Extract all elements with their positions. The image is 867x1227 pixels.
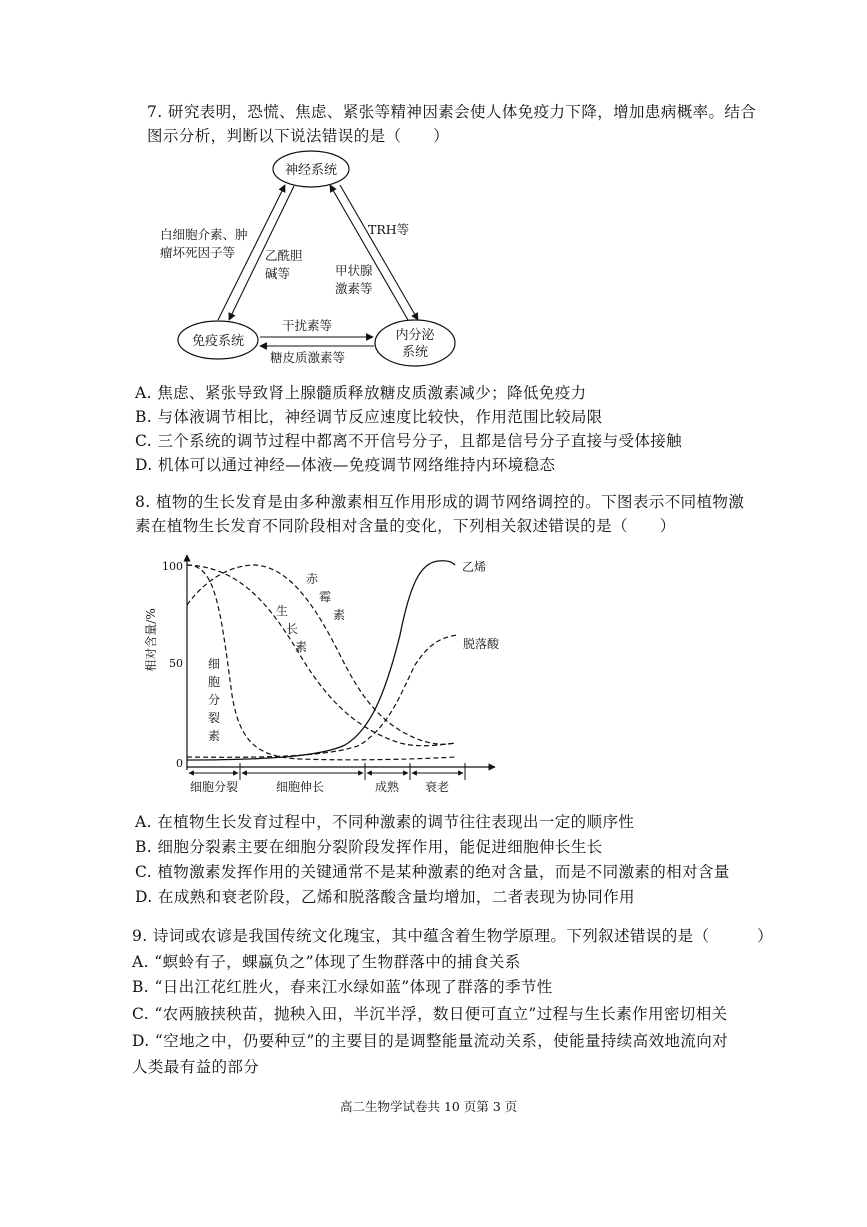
stage-label-division: 细胞分裂 bbox=[189, 780, 239, 794]
label-cytokinin-2: 胞 bbox=[208, 675, 221, 689]
page-footer: 高二生物学试卷共 10 页第 3 页 bbox=[340, 1099, 518, 1114]
q9-option-d-continued: 人类最有益的部分 bbox=[132, 1058, 260, 1076]
label-ach-2: 碱等 bbox=[265, 266, 291, 281]
q9-option-d: D. “空地之中，仍要种豆”的主要目的是调整能量流动关系，使能量持续高效地流向对 bbox=[132, 1032, 729, 1050]
label-ethylene: 乙烯 bbox=[462, 560, 487, 574]
arrow-nervous-to-endocrine bbox=[340, 185, 418, 320]
label-gibberellin-2: 霉 bbox=[319, 590, 332, 604]
label-cytokinin-5: 素 bbox=[208, 729, 221, 743]
label-wbc-1: 白细胞介素、肿 bbox=[160, 227, 248, 242]
label-glucocorticoid: 糖皮质激素等 bbox=[270, 350, 346, 365]
q8-stem-line1: 8. 植物的生长发育是由多种激素相互作用形成的调节网络调控的。下图表示不同植物激 bbox=[135, 493, 745, 511]
arrow-endocrine-to-nervous bbox=[330, 185, 408, 320]
q8-option-a: A. 在植物生长发育过程中，不同种激素的调节往往表现出一定的顺序性 bbox=[135, 813, 635, 831]
stage-label-elongation: 细胞伸长 bbox=[275, 780, 325, 794]
nervous-system-label: 神经系统 bbox=[284, 163, 338, 178]
q8-option-b: B. 细胞分裂素主要在细胞分裂阶段发挥作用，能促进细胞伸长生长 bbox=[135, 838, 603, 856]
label-auxin-1: 生 bbox=[276, 604, 289, 618]
q8-hormone-chart bbox=[0, 545, 867, 805]
label-gibberellin-3: 素 bbox=[333, 608, 346, 622]
label-thyroid-2: 激素等 bbox=[335, 281, 373, 296]
q7-stem-line2: 图示分析，判断以下说法错误的是（ ） bbox=[147, 127, 450, 145]
label-wbc-2: 瘤坏死因子等 bbox=[160, 245, 236, 260]
q8-stem-line2: 素在植物生长发育不同阶段相对含量的变化，下列相关叙述错误的是（ ） bbox=[135, 517, 676, 535]
y-tick-50: 50 bbox=[169, 657, 183, 670]
q7-option-d: D. 机体可以通过神经—体液—免疫调节网络维持内环境稳态 bbox=[135, 456, 556, 474]
stage-label-senescence: 衰老 bbox=[424, 780, 450, 794]
q7-stem-line1: 7. 研究表明，恐慌、焦虑、紧张等精神因素会使人体免疫力下降，增加患病概率。结合 bbox=[147, 103, 757, 121]
q8-option-d: D. 在成熟和衰老阶段，乙烯和脱落酸含量均增加，二者表现为协同作用 bbox=[135, 888, 635, 906]
label-auxin-3: 素 bbox=[295, 640, 308, 654]
endocrine-system-label-1: 内分泌 bbox=[395, 328, 435, 343]
label-auxin-2: 长 bbox=[286, 622, 299, 636]
label-ach-1: 乙酰胆 bbox=[265, 248, 303, 263]
q8-option-c: C. 植物激素发挥作用的关键通常不是某种激素的绝对含量，而是不同激素的相对含量 bbox=[135, 863, 730, 881]
curve-abscisic-acid bbox=[187, 635, 458, 757]
q9-option-b: B. “日出江花红胜火，春来江水绿如蓝”体现了群落的季节性 bbox=[132, 978, 553, 996]
label-interferon: 干扰素等 bbox=[282, 318, 333, 333]
q9-option-c: C. “农两腋挟秧苗，抛秧入田，半沉半浮，数日便可直立”过程与生长素作用密切相关 bbox=[132, 1005, 728, 1023]
stage-label-maturation: 成熟 bbox=[374, 780, 400, 794]
immune-system-label: 免疫系统 bbox=[191, 334, 245, 349]
label-cytokinin-1: 细 bbox=[208, 657, 221, 671]
y-axis-label: 相对含量/% bbox=[144, 608, 158, 672]
q7-option-a: A. 焦虑、紧张导致肾上腺髓质释放糖皮质激素减少；降低免疫力 bbox=[135, 384, 587, 402]
q9-stem: 9. 诗词或农谚是我国传统文化瑰宝，其中蕴含着生物学原理。下列叙述错误的是（ ） bbox=[132, 927, 774, 945]
label-cytokinin-4: 裂 bbox=[208, 711, 221, 725]
y-tick-0: 0 bbox=[176, 757, 183, 770]
label-trh: TRH等 bbox=[368, 222, 410, 237]
q7-option-c: C. 三个系统的调节过程中都离不开信号分子，且都是信号分子直接与受体接触 bbox=[135, 432, 683, 450]
label-gibberellin-1: 赤 bbox=[306, 572, 319, 586]
endocrine-system-label-2: 系统 bbox=[401, 345, 429, 360]
label-thyroid-1: 甲状腺 bbox=[335, 263, 373, 278]
label-abscisic-acid: 脱落酸 bbox=[463, 637, 500, 651]
q9-option-a: A. “螟蛉有子，蜾蠃负之”体现了生物群落中的捕食关系 bbox=[132, 953, 521, 971]
q7-diagram bbox=[0, 140, 867, 380]
y-tick-100: 100 bbox=[162, 560, 183, 573]
q7-option-b: B. 与体液调节相比，神经调节反应速度比较快，作用范围比较局限 bbox=[135, 408, 603, 426]
label-cytokinin-3: 分 bbox=[208, 693, 221, 707]
